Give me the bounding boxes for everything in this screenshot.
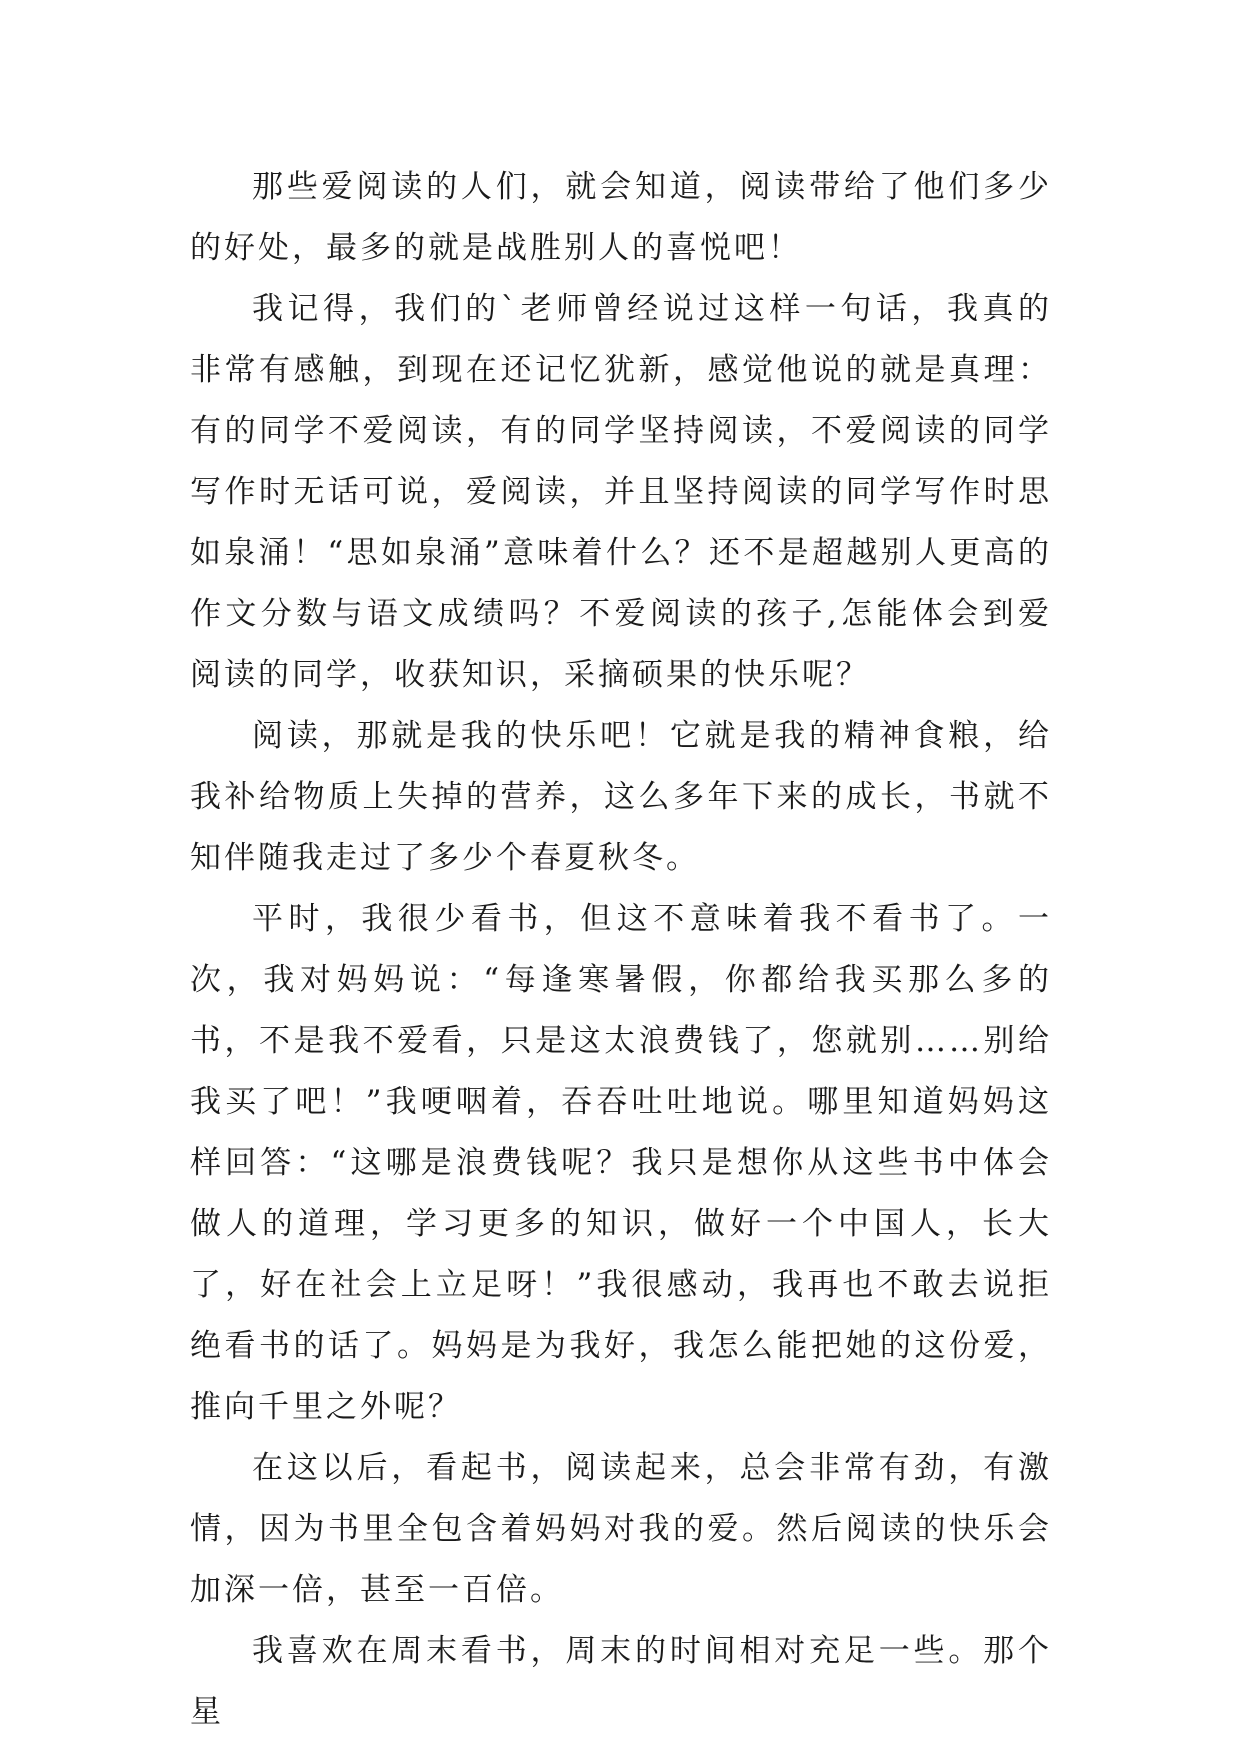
paragraph-4: 平时，我很少看书，但这不意味着我不看书了。一次，我对妈妈说：“每逢寒暑假，你都给我买那么多的书，不是我不爱看，只是这太浪费钱了，您就别……别给我买了吧！”我哽咽着，吞吞吐吐地说。哪里知道妈妈这样回答：“这哪是浪费钱呢？我只是想你从这些书中体会做人的道理，学习更多的知识，做好一个中国人，长大了，好在社会上立足呀！”我很感动，我再也不敢去说拒绝看书的话了。妈妈是为我好，我怎么能把她的这份爱，推向千里之外呢？ (190, 901, 1052, 1425)
paragraph-6: 我喜欢在周末看书，周末的时间相对充足一些。那个星 (190, 1633, 1052, 1730)
paragraph-2: 我记得，我们的`老师曾经说过这样一句话，我真的非常有感触，到现在还记忆犹新，感觉他说的就是真理：有的同学不爱阅读，有的同学坚持阅读，不爱阅读的同学写作时无话可说，爱阅读，并且坚持阅读的同学写作时思如泉涌！“思如泉涌”意味着什么？还不是超越别人更高的作文分数与语文成绩吗？不爱阅读的孩子,怎能体会到爱阅读的同学，收获知识，采摘硕果的快乐呢？ (190, 291, 1052, 693)
paragraph-3: 阅读，那就是我的快乐吧！它就是我的精神食粮，给我补给物质上失掉的营养，这么多年下来的成长，书就不知伴随我走过了多少个春夏秋冬。 (190, 718, 1052, 876)
paragraph-5: 在这以后，看起书，阅读起来，总会非常有劲，有激情，因为书里全包含着妈妈对我的爱。然后阅读的快乐会加深一倍，甚至一百倍。 (190, 1450, 1052, 1608)
document-body (190, 157, 1052, 1743)
paragraph-1: 那些爱阅读的人们，就会知道，阅读带给了他们多少的好处，最多的就是战胜别人的喜悦吧！ (190, 169, 1052, 266)
